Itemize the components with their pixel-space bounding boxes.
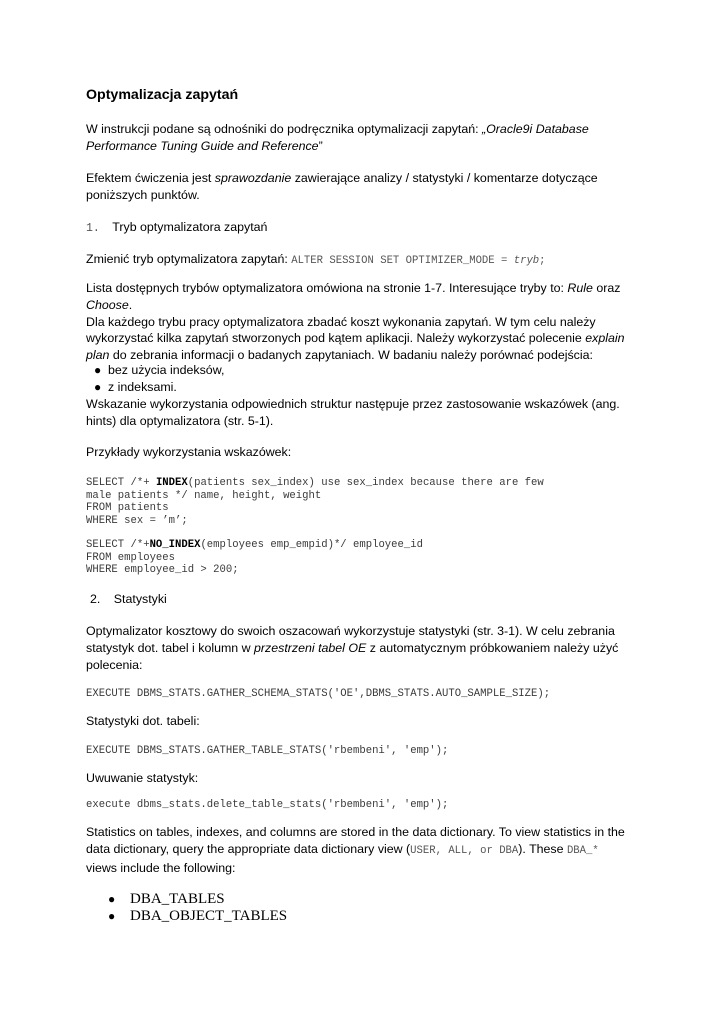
stats-text-c: z automatycznym próbkowaniem należy użyć polecenia: [86,640,619,672]
modes-text-3: Dla każdego trybu pracy optymalizatora zbadać koszt wykonania zapytań. W tym celu należy wykorzystać kilka zapytań stworzonych pod kątem aplikacji. Należy wykorzystać polecenie [86,314,596,346]
code-example-1 [86,477,646,527]
data-dictionary-paragraph [86,824,631,876]
effect-paragraph [86,170,631,204]
cmd-gather-schema-stats: EXECUTE DBMS_STATS.GATHER_SCHEMA_STATS('OE',DBMS_STATS.AUTO_SAMPLE_SIZE); [86,688,551,700]
code1-line3: FROM patients [86,502,169,515]
approach-1: bez użycia indeksów, [108,363,225,377]
effect-report: sprawozdanie [214,171,292,185]
code2-no-index-keyword: NO_INDEX [149,539,201,551]
code2-line3: WHERE employee_id > 200; [86,564,239,577]
change-mode-code-end: ; [539,255,546,267]
page-title: Optymalizacja zapytań [86,87,239,103]
intro-text: W instrukcji podane są odnośniki do podręcznika optymalizacji zapytań: [86,122,483,136]
cmd-delete-table-stats: execute dbms_stats.delete_table_stats('rbembeni', 'emp'); [86,799,449,811]
stats-text-a: Optymalizator kosztowy do swoich oszacowań wykorzystuje statystyki (str. 3-1). W celu zebrania statystyk dot. tabel i kolumn w [86,624,615,655]
change-mode-code: ALTER SESSION SET OPTIMIZER_MODE = [291,255,514,267]
delete-stats-label: Uwuwanie statystyk: [86,771,199,785]
change-mode-code-tryb: tryb [513,255,540,267]
cmd-gather-table-stats: EXECUTE DBMS_STATS.GATHER_TABLE_STATS('rbembeni', 'emp'); [86,745,449,757]
code-example-2 [86,539,646,577]
stats-paragraph [86,623,626,673]
modes-dot: . [128,297,133,312]
section-1-number: 1. [86,222,100,235]
change-mode-line [86,251,631,270]
bullet-icon: ● [108,909,116,923]
mode-choose: Choose [86,297,129,312]
dd-text-b: ). These [518,841,567,856]
code2-line2: FROM employees [86,551,176,564]
dd-text-c: views include the following: [86,860,236,875]
dd-text-a: Statistics on tables, indexes, and columns are stored in the data dictionary. To view statistics in the data dictionary, query the appropriate data dictionary view ( [86,825,625,856]
code1-line4: WHERE sex = ’m’; [86,514,188,527]
mode-rule: Rule [567,281,593,295]
modes-oraz: oraz [592,281,621,295]
view-dba-object-tables: DBA_OBJECT_TABLES [130,908,288,924]
hints-paragraph: Wskazanie wykorzystania odpowiednich struktur następuje przez zastosowanie wskazówek (ang. hints) dla optymalizatora (str. 5-1). [86,397,620,428]
view-dba-tables: DBA_TABLES [130,891,225,907]
section-1-heading [86,219,631,238]
stats-tablespace: przestrzeni tabel OE [254,640,367,655]
dd-or: , or [467,844,500,857]
list-item [94,379,177,396]
list-item [108,908,288,924]
explain-plan: explain plan [86,331,625,363]
dd-sep1: , [435,844,449,857]
effect-text-a: Efektem ćwiczenia jest [86,171,215,185]
section-1-label: Tryb optymalizatora zapytań [112,220,268,234]
examples-label: Przykłady wykorzystania wskazówek: [86,445,292,459]
list-item [108,891,225,907]
table-stats-label: Statystyki dot. tabeli: [86,714,200,728]
code1-line1-a: SELECT /*+ [86,477,156,489]
section-2-label: Statystyki [113,592,167,606]
book-reference: „Oracle9i Database Performance Tuning Guide and Reference [86,122,589,153]
bullet-icon: ● [94,380,102,394]
dd-dba: DBA [499,844,519,857]
section-2-heading [86,591,631,608]
code2-line1-a: SELECT /*+ [86,539,150,551]
book-reference-end: ” [318,138,323,153]
modes-text-3-end: do zebrania informacji o badanych zapytaniach. W badaniu należy porównać podejścia: [109,348,593,363]
dd-all: ALL [448,844,468,857]
code1-line2: male patients */ name, height, weight [86,489,322,502]
code2-line1-c: (employees emp_empid)*/ employee_id [200,539,423,551]
dd-user: USER [410,844,436,857]
effect-text-c: zawierające analizy / statystyki / komentarze dotyczące poniższych punktów. [86,171,598,202]
modes-paragraph [86,280,631,364]
bullet-icon: ● [108,892,116,906]
change-mode-text: Zmienić tryb optymalizatora zapytań: [86,252,292,266]
list-item [94,362,225,379]
approach-2: z indeksami. [108,380,177,394]
code1-line1-c: (patients sex_index) use sex_index because there are few [187,477,544,489]
code1-index-keyword: INDEX [155,477,188,489]
bullet-icon: ● [94,363,102,377]
intro-paragraph [86,121,631,155]
dd-dba-star: DBA_* [566,844,599,857]
section-2-number: 2. [90,592,101,606]
modes-text-1: Lista dostępnych trybów optymalizatora omówiona na stronie 1-7. Interesujące tryby to: [86,281,568,295]
